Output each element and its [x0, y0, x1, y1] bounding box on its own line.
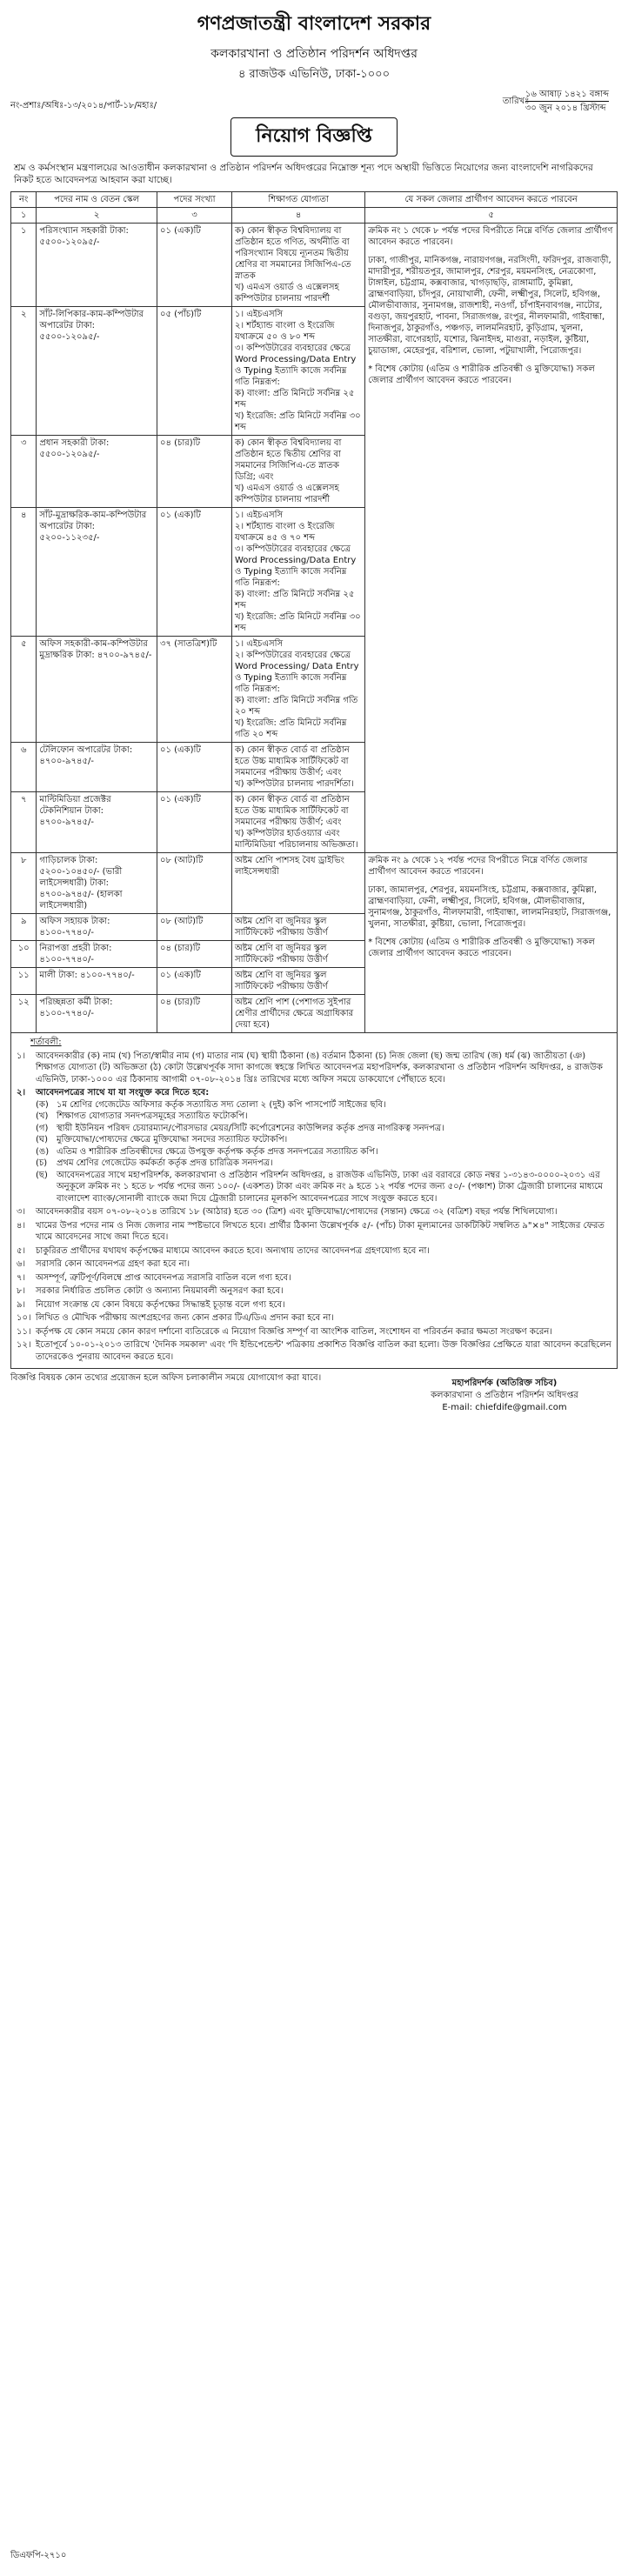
condition-number: ১০।: [17, 1313, 31, 1323]
qualification-line: ক) কোন স্বীকৃত বিশ্ববিদ্যালয় বা প্রতিষ্ঠান হতে গণিত, অর্থনীতি বা পরিসংখ্যান বিষয়ে ন্যূনতম দ্বিতীয় শ্রেণির বা সমমানের সিজিপিএ-তে স্নাতক: [235, 226, 351, 281]
reference-row: [10, 88, 618, 116]
district-intro: ক্রমিক নং ৯ থেকে ১২ পর্যন্ত পদের বিপরীতে নিম্নে বর্ণিত জেলার প্রার্থীগণ আবেদন করতে পারবেন।: [368, 856, 588, 877]
signatory: [391, 1378, 618, 1414]
qualification-line: অষ্টম শ্রেণি বা জুনিয়র স্কুল সার্টিফিকেট পরীক্ষায় উত্তীর্ণ: [235, 917, 328, 938]
column-number-row: [11, 208, 618, 224]
condition-item: [36, 1111, 611, 1123]
vacancy-table: [10, 191, 618, 1033]
qualification: [232, 436, 365, 508]
condition-number: ৫।: [17, 1245, 26, 1256]
row-number: ১২: [11, 995, 37, 1033]
condition-text: নিয়োগ সংক্রান্ত যে কোন বিষয়ে কর্তৃপক্ষের সিদ্ধান্তই চূড়ান্ত বলে গণ্য হবে।: [36, 1299, 285, 1310]
post-count: ০৮ (আট)টি: [157, 914, 231, 941]
condition-number: ১।: [17, 1051, 26, 1061]
condition-number: ১২।: [17, 1340, 31, 1350]
condition-item: [17, 1272, 611, 1285]
qualification-line: ১। এইচএসসি: [235, 639, 284, 649]
post-count: ৩৭ (সাতত্রিশ)টি: [157, 637, 231, 743]
condition-item: [17, 1220, 611, 1244]
qualification-line: ৩। কম্পিউটারের ব্যবহারের ক্ষেত্রে Word Processing/Data Entry ও Typing ইত্যাদি কাজে সর্বনিম্ন গতি নিম্নরূপ:: [235, 344, 357, 387]
row-number: ১০: [11, 941, 37, 968]
post-name-scale: মাল্টিমিডিয়া প্রজেক্টর টেকনিশিয়ান টাকা: ৪৭০০-৯৭৪৫/-: [37, 792, 157, 853]
table-row: [11, 853, 618, 914]
district-quota: * বিশেষ কোটায় (এতিম ও শারীরিক প্রতিবন্ধী ও মুক্তিযোদ্ধা) সকল জেলার প্রার্থীগণ আবেদন করতে পারবেন।: [368, 364, 595, 385]
date-gregorian: ৩০ জুন ২০১৪ খ্রিস্টাব্দ: [524, 103, 606, 113]
signatory-role: মহাপরিদর্শক (অতিরিক্ত সচিব): [451, 1378, 558, 1388]
condition-item: [36, 1134, 611, 1146]
post-count: ০১ (এক)টি: [157, 743, 231, 792]
signatory-office: কলকারখানা ও প্রতিষ্ঠান পরিদর্শন অধিদপ্তর: [431, 1391, 578, 1400]
table-body: [11, 224, 618, 1033]
condition-text: আবেদনপত্রের সাথে যা যা সংযুক্ত করে দিতে হবে:: [36, 1088, 210, 1098]
condition-text: আবেদনকারীর বয়স ০৭-০৮-২০১৪ তারিখে ১৮ (আঠার) হতে ৩০ (ত্রিশ) এবং মুক্তিযোদ্ধা/পোষ্যদের (সন্তান) ক্ষেত্রে ৩২ (বত্রিশ) বছর পর্যন্ত শিথিলযোগ্য।: [36, 1207, 558, 1217]
condition-item: [17, 1299, 611, 1311]
condition-text: মুক্তিযোদ্ধা/পোষ্যদের ক্ষেত্রে মুক্তিযোদ্ধা সনদের সত্যায়িত ফটোকপি।: [57, 1135, 288, 1145]
condition-item: [36, 1170, 611, 1205]
condition-number: (গ): [36, 1123, 49, 1133]
table-header-row: [11, 192, 618, 208]
column-number: ২: [37, 208, 157, 224]
qualification-line: অষ্টম শ্রেণি বা জুনিয়র স্কুল সার্টিফিকেট পরীক্ষায় উত্তীর্ণ: [235, 971, 328, 991]
email-label: E-mail:: [442, 1403, 473, 1412]
header-cell: শিক্ষাগত যোগ্যতা: [232, 192, 365, 208]
qualification: [232, 743, 365, 792]
post-name-scale: অফিস সহকারী-কাম-কম্পিউটার মুদ্রাক্ষরিক টাকা: ৪৭০০-৯৭৪৫/-: [37, 637, 157, 743]
condition-item: [36, 1099, 611, 1111]
qualification: [232, 941, 365, 968]
row-number: ৩: [11, 436, 37, 508]
qualification-line: ক) বাংলা: প্রতি মিনিটে সর্বনিম্ন গতি ২০ শব্দ: [235, 696, 358, 717]
column-number: ১: [11, 208, 37, 224]
qualification-line: ক) কোন স্বীকৃত বোর্ড বা প্রতিষ্ঠান হতে উচ্চ মাধ্যমিক সার্টিফিকেট বা সমমানের পরীক্ষায় উত্তীর্ণ; এবং: [235, 745, 350, 777]
row-number: ২: [11, 307, 37, 436]
notice-date: [502, 88, 609, 115]
condition-item: [36, 1123, 611, 1135]
dept-name: কলকারখানা ও প্রতিষ্ঠান পরিদর্শন অধিদপ্তর: [210, 47, 418, 61]
post-name-scale: সাঁট-লিপিকার-কাম-কম্পিউটার অপারেটর টাকা: ৫৫০০-১২০৯৫/-: [37, 307, 157, 436]
condition-text: আবেদনকারীর (ক) নাম (খ) পিতা/স্বামীর নাম (গ) মাতার নাম (ঘ) স্থায়ী ঠিকানা (ঙ) বর্তমান ঠিকানা (চ) নিজ জেলা (ছ) জন্ম তারিখ (জ) ধর্ম (ঝ) জাতীয়তা (ঞ) শিক্ষাগত যোগ্যতা (ট) অভিজ্ঞতা (ঠ) কোটা উল্লেখপূর্বক সাদা কাগজে স্বহস্তে লিখিত আবেদনপত্র মহাপরিদর্শক, কলকারখানা ও প্রতিষ্ঠান পরিদর্শন অধিদপ্তর, ৪ রাজউক এভিনিউ, ঢাকা-১০০০ এর ঠিকানায় আগামী ০৭-০৮-২০১৪ খ্রিঃ তারিখের মধ্যে অফিস সময়ে ডাকযোগে পৌঁছাতে হবে।: [36, 1051, 603, 1084]
condition-text: প্রথম শ্রেণির গেজেটেড কর্মকর্তা কর্তৃক প্রদত্ত চারিত্রিক সনদপত্র।: [57, 1158, 273, 1168]
condition-item: [17, 1326, 611, 1338]
qualification: [232, 224, 365, 307]
condition-item: [17, 1087, 611, 1099]
district-districts: ঢাকা, জামালপুর, শেরপুর, ময়মনসিংহ, চট্টগ্রাম, কক্সবাজার, কুমিল্লা, ব্রাহ্মণবাড়িয়া, ফেনী, লক্ষ্মীপুর, সিলেট, হবিগঞ্জ, মৌলভীবাজার, সুনামগঞ্জ, ঠাকুরগাঁও, নীলফামারী, গাইবান্ধা, লালমনিরহাট, সিরাজগঞ্জ, খুলনা, সাতক্ষীরা, কুষ্টিয়া, ভোলা, পিরোজপুর।: [368, 885, 611, 929]
condition-text: এতিম ও শারীরিক প্রতিবন্ধীদের ক্ষেত্রে উপযুক্ত কর্তৃপক্ষ কর্তৃক প্রদত্ত সনদপত্রের সত্যায়িত কপি।: [57, 1146, 378, 1157]
qualification-line: খ) কম্পিউটার চালনায় পারদর্শিতা।: [235, 779, 354, 789]
condition-text: ইতোপূর্বে ১০-০১-২০১৩ তারিখে 'দৈনিক সমকাল' এবং 'দি ইন্ডিপেন্ডেন্ট' পত্রিকায় প্রকাশিত বিজ্ঞপ্তি বাতিল করা হলো। উক্ত বিজ্ঞপ্তির প্রেক্ষিতে যারা আবেদন করেছিলেন তাদেরকেও পুনরায় আবেদন করতে হবে।: [36, 1340, 611, 1362]
condition-item: [17, 1206, 611, 1218]
qualification-line: অষ্টম শ্রেণি পাশ (পেশাগত সুইপার শ্রেণীর প্রার্থীদের ক্ষেত্রে অগ্রাধিকার দেয়া হবে): [235, 998, 354, 1030]
district-quota: * বিশেষ কোটায় (এতিম ও শারীরিক প্রতিবন্ধী ও মুক্তিযোদ্ধা) সকল জেলার প্রার্থীগণ আবেদন করতে পারবেন।: [368, 938, 595, 958]
conditions-list: [17, 1051, 611, 1364]
qualification-line: ক) কোন স্বীকৃত বিশ্ববিদ্যালয় বা প্রতিষ্ঠান হতে দ্বিতীয় শ্রেণির বা সমমানের সিজিপিএ-তে স্নাতক ডিগ্রি; এবং: [235, 438, 342, 482]
condition-number: (ঘ): [36, 1135, 48, 1145]
notice-title: নিয়োগ বিজ্ঞপ্তি: [230, 117, 398, 157]
govt-name: গণপ্রজাতন্ত্রী বাংলাদেশ সরকার: [197, 13, 431, 35]
qualification-line: ২। কম্পিউটারের ব্যবহারের ক্ষেত্রে Word Processing/ Data Entry ও Typing ইত্যাদি কাজে সর্বনিম্ন গতি নিম্নরূপ:: [235, 651, 359, 694]
condition-text: আবেদনপত্রের সাথে মহাপরিদর্শক, কলকারখানা ও প্রতিষ্ঠান পরিদর্শন অধিদপ্তর, ৪ রাজউক এভিনিউ, ঢাকা এর বরাবরে কোড নম্বর ১-৩১৪৩-০০০০-২০৩১ এর অনুকূলে ক্রমিক নং ১ হতে ৮ পর্যন্ত পদের জন্য ১০০/- (একশত) টাকা এবং ক্রমিক নং ৯ হতে ১২ পর্যন্ত পদের জন্য ৫০/- (পঞ্চাশ) টাকা ট্রেজারী চালানের মাধ্যমে বাংলাদেশ ব্যাংক/সোনালী ব্যাংকে জমা দিয়ে ট্রেজারী চালানের মূলকপি আবেদনপত্রের সাথে সংযুক্ত করতে হবে।: [57, 1170, 603, 1204]
post-name-scale: সাঁট-মুদ্রাক্ষরিক-কাম-কম্পিউটার অপারেটর টাকা: ৫২০০-১১২৩৫/-: [37, 508, 157, 637]
row-number: ৪: [11, 508, 37, 637]
post-count: ০৮ (আট)টি: [157, 853, 231, 914]
condition-number: ৬।: [17, 1259, 26, 1269]
header-cell: পদের সংখ্যা: [157, 192, 231, 208]
row-number: ১১: [11, 968, 37, 995]
qualification: [232, 508, 365, 637]
date-bangla: ১৬ আষাঢ় ১৪২১ বঙ্গাব্দ: [525, 88, 609, 102]
post-name-scale: মালী টাকা: ৪১০০-৭৭৪০/-: [37, 968, 157, 995]
condition-text: ১ম শ্রেণির গেজেটেড অফিসার কর্তৃক সত্যায়িত সদ্য তোলা ২ (দুই) কপি পাসপোর্ট সাইজের ছবি।: [57, 1099, 386, 1110]
condition-number: (ছ): [36, 1170, 48, 1180]
condition-item: [17, 1245, 611, 1258]
post-name-scale: অফিস সহায়ক টাকা: ৪১০০-৭৭৪০/-: [37, 914, 157, 941]
reference-number: নং-প্রশাঃ/অধিঃ-১৩/২০১৪/পার্ট-১৮/মহাঃ/: [10, 101, 157, 110]
condition-number: ১১।: [17, 1326, 31, 1337]
post-name-scale: পরিচ্ছন্নতা কর্মী টাকা: ৪১০০-৭৭৪০/-: [37, 995, 157, 1033]
column-number: ৫: [365, 208, 618, 224]
qualification-line: ১। এইচএসসি: [235, 310, 284, 319]
condition-text: কর্তৃপক্ষ যে কোন সময়ে কোন কারণ দর্শানো ব্যতিরেকে এ নিয়োগ বিজ্ঞপ্তি সম্পূর্ণ বা আংশিক বাতিল, সংশোধন বা পরিবর্তন করার ক্ষমতা সংরক্ষণ করেন।: [36, 1326, 552, 1337]
intro-text: শ্রম ও কর্মসংস্থান মন্ত্রণালয়ের আওতাধীন কলকারখানা ও প্রতিষ্ঠান পরিদর্শন অধিদপ্তরের নিম্নোক্ত শূন্য পদে অস্থায়ী ভিত্তিতে নিয়োগের জন্য বাংলাদেশি নাগরিকদের নিকট হতে আবেদনপত্র আহবান করা যাচ্ছে।: [14, 163, 593, 185]
qualification-line: খ) কম্পিউটার হার্ডওয়্যার এবং মাল্টিমিডিয়া পরিচালনায় অভিজ্ঞতা।: [235, 829, 358, 850]
condition-text: অসম্পূর্ণ, ত্রুটিপূর্ণ/বিলম্বে প্রাপ্ত আবেদনপত্র সরাসরি বাতিল বলে গণ্য হবে।: [36, 1272, 291, 1283]
header-cell: নং: [11, 192, 37, 208]
qualification: [232, 637, 365, 743]
dfp-code: ডিএফপি-২৭১০: [10, 2551, 67, 2560]
condition-text: শিক্ষাগত যোগ্যতার সনদপত্রসমূহের সত্যায়িত ফটোকপি।: [57, 1111, 248, 1121]
qualification: [232, 914, 365, 941]
post-count: ০১ (এক)টি: [157, 792, 231, 853]
post-count: ০১ (এক)টি: [157, 224, 231, 307]
condition-item: [17, 1051, 611, 1086]
title-wrap: [10, 117, 618, 157]
qualification-line: খ) ইংরেজি: প্রতি মিনিটে সর্বনিম্ন গতি ২০ শব্দ: [235, 718, 347, 739]
column-number: ৩: [157, 208, 231, 224]
condition-text: খামের উপর পদের নাম ও নিজ জেলার নাম স্পষ্টভাবে লিখতে হবে। প্রার্থীর ঠিকানা উল্লেখপূর্বক ৫/- (পাঁচ) টাকা মূল্যমানের ডাকটিকিট সম্বলিত ৯"×৪" সাইজের ফেরত খামে আবেদনের সাথে জমা দিতে হবে।: [36, 1220, 605, 1242]
post-count: ০৫ (পাঁচ)টি: [157, 307, 231, 436]
qualification-line: ১। এইচএসসি: [235, 511, 284, 520]
header-cell: যে সকল জেলার প্রার্থীগণ আবেদন করতে পারবেন: [365, 192, 618, 208]
qualification-line: খ) ইংরেজি: প্রতি মিনিটে সর্বনিম্ন ৩০ শব্দ: [235, 612, 361, 633]
post-count: ০৪ (চার)টি: [157, 941, 231, 968]
condition-text: স্থায়ী ইউনিয়ন পরিষদ চেয়ারম্যান/পৌরসভার মেয়র/সিটি কর্পোরেশনের কাউন্সিলর কর্তৃক প্রদত্ত নাগরিকত্ব সনদপত্র।: [57, 1123, 444, 1133]
condition-number: ২।: [17, 1088, 26, 1098]
email-address[interactable]: chiefdife@gmail.com: [475, 1403, 567, 1412]
condition-text: লিখিত ও মৌখিক পরীক্ষায় অংশগ্রহণের জন্য কোন প্রকার টিএ/ডিএ প্রদান করা হবে না।: [36, 1313, 334, 1323]
header-cell: পদের নাম ও বেতন স্কেল: [37, 192, 157, 208]
row-number: ৯: [11, 914, 37, 941]
qualification-line: ৩। কম্পিউটারের ব্যবহারের ক্ষেত্রে Word Processing/Data Entry ও Typing ইত্যাদি কাজে সর্বনিম্ন গতি নিম্নরূপ:: [235, 544, 357, 588]
condition-text: সরাসরি কোন আবেদনপত্র গ্রহণ করা হবে না।: [36, 1259, 190, 1269]
signature-block: [10, 1372, 618, 1433]
condition-text: সরকার নির্ধারিত প্রচলিত কোটা ও অন্যান্য নিয়মাবলী অনুসরণ করা হবে।: [36, 1286, 284, 1296]
condition-number: ৯।: [17, 1299, 26, 1310]
district-districts: ঢাকা, গাজীপুর, মানিকগঞ্জ, নারায়ণগঞ্জ, নরসিংদী, ফরিদপুর, রাজবাড়ী, মাদারীপুর, শরীয়তপুর, জামালপুর, শেরপুর, ময়মনসিংহ, নেত্রকোণা, টাঙ্গাইল, চট্টগ্রাম, কক্সবাজার, খাগড়াছড়ি, রাঙ্গামাটি, কুমিল্লা, ব্রাহ্মণবাড়িয়া, চাঁদপুর, নোয়াখালী, ফেনী, লক্ষ্মীপুর, সিলেট, হবিগঞ্জ, মৌলভীবাজার, সুনামগঞ্জ, রাজশাহী, নওগাঁ, চাঁপাইনবাবগঞ্জ, নাটোর, বগুড়া, জয়পুরহাট, পাবনা, সিরাজগঞ্জ, রংপুর, নীলফামারী, গাইবান্ধা, দিনাজপুর, ঠাকুরগাঁও, পঞ্চগড়, লালমনিরহাট, কুড়িগ্রাম, খুলনা, সাতক্ষীরা, বাগেরহাট, যশোর, ঝিনাইদহ, মাগুরা, নড়াইল, কুষ্টিয়া, চুয়াডাঙ্গা, মেহেরপুর, বরিশাল, ভোলা, পটুয়াখালী, পিরোজপুর।: [368, 256, 611, 356]
condition-number: (খ): [36, 1111, 49, 1121]
qualification: [232, 995, 365, 1033]
row-number: ৮: [11, 853, 37, 914]
row-number: ১: [11, 224, 37, 307]
qualification-line: খ) ইংরেজি: প্রতি মিনিটে সর্বনিম্ন ৩০ শব্দ: [235, 411, 361, 432]
eligible-districts: [365, 853, 618, 1033]
contact-note: বিজ্ঞপ্তি বিষয়ক কোন তথ্যের প্রয়োজন হলে অফিস চলাকালীন সময়ে যোগাযোগ করা যাবে।: [10, 1373, 322, 1383]
qualification: [232, 307, 365, 436]
condition-item: [17, 1312, 611, 1325]
condition-number: ৩।: [17, 1207, 26, 1217]
conditions-section: [10, 1033, 618, 1369]
qualification-line: অষ্টম শ্রেণি পাশসহ বৈধ ড্রাইভিং লাইসেন্সধারী: [235, 856, 344, 877]
qualification-line: অষ্টম শ্রেণি বা জুনিয়র স্কুল সার্টিফিকেট পরীক্ষায় উত্তীর্ণ: [235, 944, 328, 964]
condition-number: (ঙ): [36, 1146, 50, 1157]
condition-text: চাকুরিরত প্রার্থীদের যথাযথ কর্তৃপক্ষের মাধ্যমে আবেদন করতে হবে। অন্যথায় তাদের আবেদনপত্র গ্রহণযোগ্য হবে না।: [36, 1245, 430, 1256]
post-name-scale: পরিসংখ্যান সহকারী টাকা: ৫৫০০-১২০৯৫/-: [37, 224, 157, 307]
qualification-line: ক) বাংলা: প্রতি মিনিটে সর্বনিম্ন ২৫ শব্দ: [235, 389, 355, 410]
qualification-line: ক) কোন স্বীকৃত বোর্ড বা প্রতিষ্ঠান হতে উচ্চ মাধ্যমিক সার্টিফিকেট বা সমমানের পরীক্ষায় উত্তীর্ণ; এবং: [235, 795, 350, 827]
condition-number: (চ): [36, 1158, 48, 1168]
condition-number: (ক): [36, 1099, 49, 1110]
post-name-scale: প্রধান সহকারী টাকা: ৫৫০০-১২০৯৫/-: [37, 436, 157, 508]
post-count: ০৪ (চার)টি: [157, 436, 231, 508]
eligible-districts: [365, 224, 618, 853]
row-number: ৭: [11, 792, 37, 853]
date-label: তারিখঃ: [502, 97, 530, 106]
condition-number: ৮।: [17, 1286, 26, 1296]
post-count: ০১ (এক)টি: [157, 968, 231, 995]
district-intro: ক্রমিক নং ১ থেকে ৮ পর্যন্ত পদের বিপরীতে নিম্নে বর্ণিত জেলার প্রার্থীগণ আবেদন করতে পারবেন।: [368, 226, 613, 247]
post-name-scale: নিরাপত্তা প্রহরী টাকা: ৪১০০-৭৭৪০/-: [37, 941, 157, 968]
post-name-scale: টেলিফোন অপারেটর টাকা: ৪৭০০-৯৭৪৫/-: [37, 743, 157, 792]
qualification-line: ২। শর্টহ্যান্ড বাংলা ও ইংরেজি যথাক্রমে ৪৫ ও ৭০ শব্দ: [235, 522, 335, 543]
conditions-title: শর্তাবলী:: [30, 1038, 62, 1047]
condition-number: ৪।: [17, 1220, 26, 1231]
qualification-line: ২। শর্টহ্যান্ড বাংলা ও ইংরেজি যথাক্রমে ৫০ ও ৮০ শব্দ: [235, 321, 335, 342]
qualification-line: খ) এমএস ওয়ার্ড ও এক্সেলসহ কম্পিউটার চালনায় পারদর্শী: [235, 283, 339, 304]
qualification: [232, 792, 365, 853]
header: [10, 9, 618, 84]
condition-item: [36, 1158, 611, 1170]
signatory-email: [391, 1402, 618, 1414]
qualification: [232, 968, 365, 995]
condition-item: [17, 1339, 611, 1363]
dept-address: ৪ রাজউক এভিনিউ, ঢাকা-১০০০: [237, 68, 391, 81]
row-number: ৬: [11, 743, 37, 792]
qualification: [232, 853, 365, 914]
condition-number: ৭।: [17, 1272, 26, 1283]
post-name-scale: গাড়িচালক টাকা: ৫২০০-১০৪৫০/- (ভারী লাইসেন্সধারী) টাকা: ৪৭০০-৯৭৪৫/- (হালকা লাইসেন্সধারী): [37, 853, 157, 914]
post-count: ০৪ (চার)টি: [157, 995, 231, 1033]
condition-item: [17, 1258, 611, 1271]
column-number: ৪: [232, 208, 365, 224]
post-count: ০১ (এক)টি: [157, 508, 231, 637]
table-row: [11, 224, 618, 307]
condition-item: [17, 1285, 611, 1298]
row-number: ৫: [11, 637, 37, 743]
qualification-line: খ) এমএস ওয়ার্ড ও এক্সেলসহ কম্পিউটার চালনায় পারদর্শী: [235, 484, 339, 504]
qualification-line: ক) বাংলা: প্রতি মিনিটে সর্বনিম্ন ২৫ শব্দ: [235, 590, 355, 611]
condition-item: [36, 1146, 611, 1158]
